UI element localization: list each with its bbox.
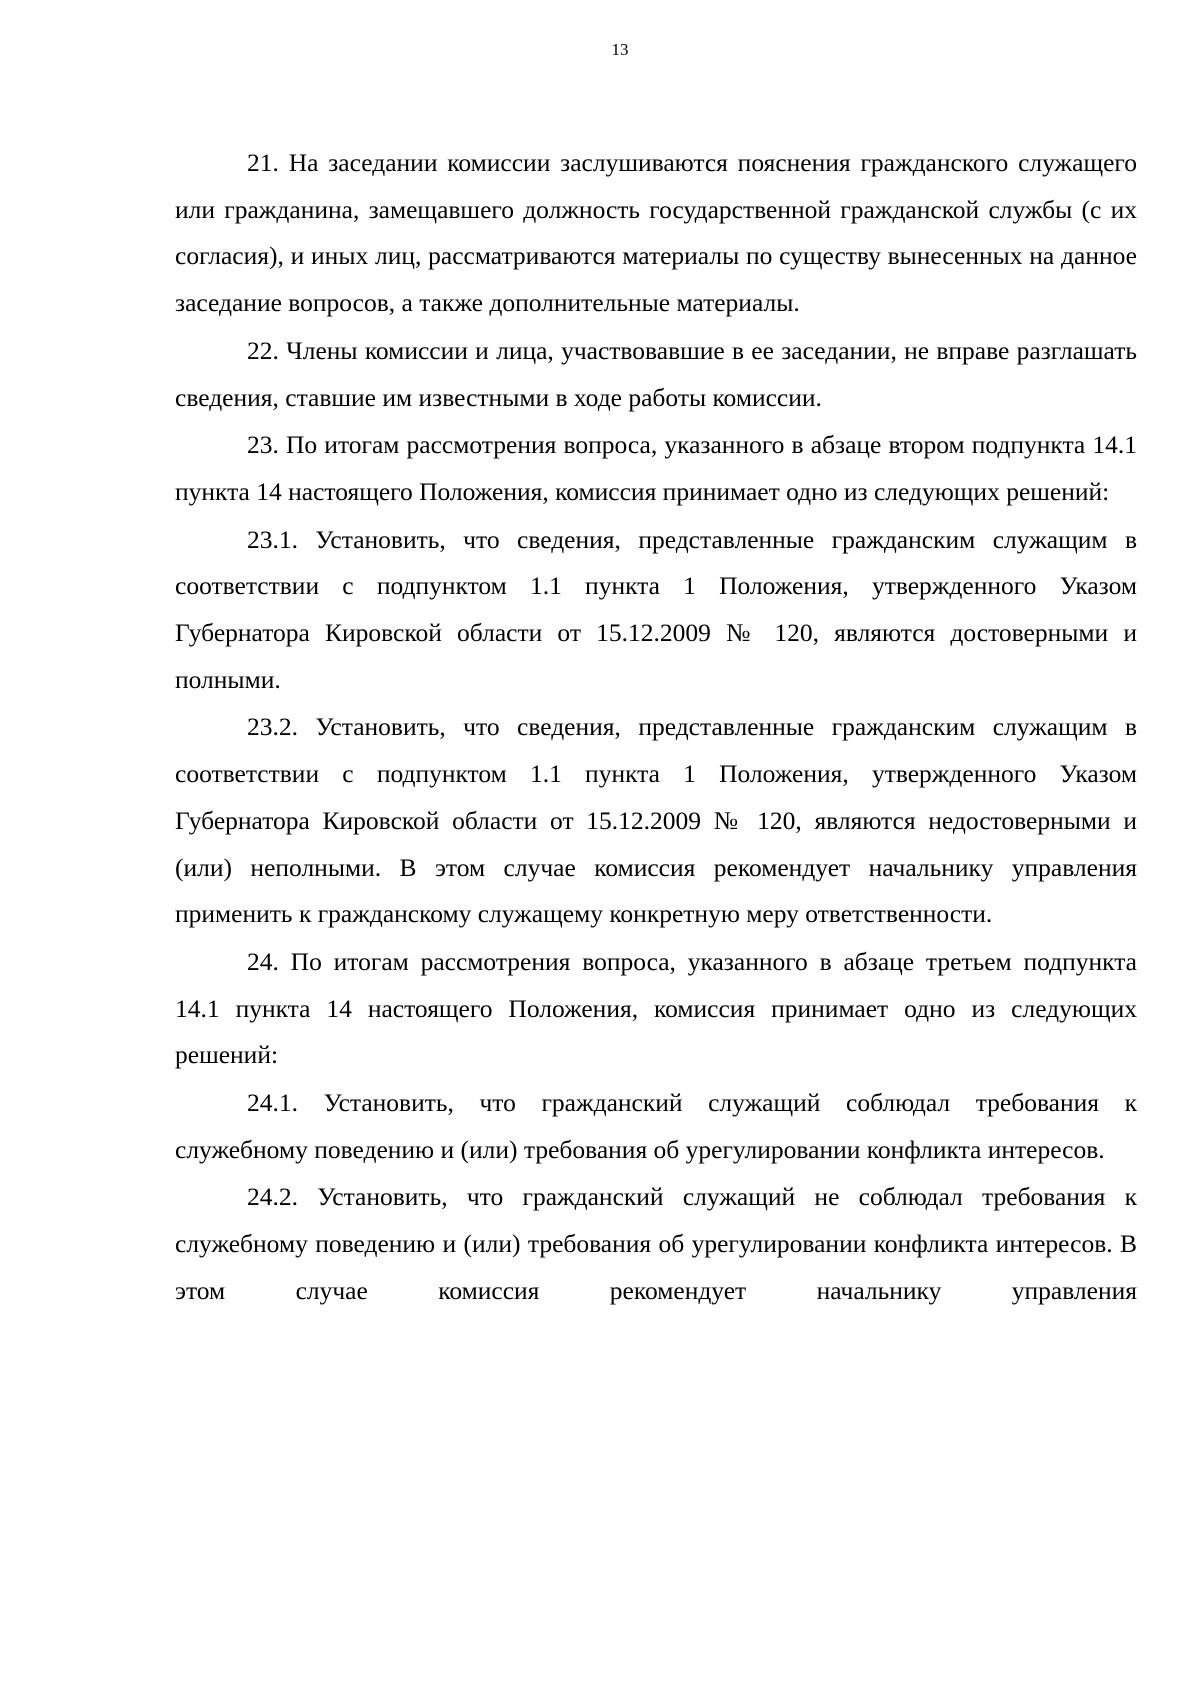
paragraph-24: 24. По итогам рассмотрения вопроса, указанного в абзаце третьем подпункта 14.1 пункта 14 настоящего Положения, комиссия принимает одно из следующих решений: (175, 946, 1137, 1070)
paragraph-24-1: 24.1. Установить, что гражданский служащий соблюдал требования к служебному поведению и (или) требования об урегулировании конфликта интересов. (175, 1088, 1137, 1164)
paragraph-22: 22. Члены комиссии и лица, участвовавшие в ее заседании, не вправе разглашать сведения, ставшие им известными в ходе работы комиссии. (175, 335, 1137, 412)
paragraph-23-2: 23.2. Установить, что сведения, представленные гражданским служащим в соответствии с подпунктом 1.1 пункта 1 Положения, утвержденного Указом Губернатора Кировской области от 15.12.2009 № 120, являются недостоверными и (или) неполными. В этом случае комиссия рекомендует начальнику управления применить к гражданскому служащему конкретную меру ответственности. (175, 712, 1137, 929)
paragraph-23-1: 23.1. Установить, что сведения, представленные гражданским служащим в соответствии с подпунктом 1.1 пункта 1 Положения, утвержденного Указом Губернатора Кировской области от 15.12.2009 № 120, являются достоверными и полными. (175, 524, 1137, 694)
paragraph-21: 21. На заседании комиссии заслушиваются пояснения гражданского служащего или гражданина, замещавшего должность государственной гражданской службы (с их согласия), и иных лиц, рассматриваются материалы по существу вынесенных на данное заседание вопросов, а также дополнительные материалы. (175, 148, 1137, 318)
page-number: 13 (611, 40, 629, 59)
paragraph-24-2: 24.2. Установить, что гражданский служащий не соблюдал требования к служебному поведению и (или) требования об урегулировании конфликта интересов. В этом случае комиссия рекомендует начальнику управления (175, 1182, 1137, 1305)
document-body (175, 140, 1137, 1315)
paragraph-23: 23. По итогам рассмотрения вопроса, указанного в абзаце втором подпункта 14.1 пункта 14 настоящего Положения, комиссия принимает одно из следующих решений: (175, 430, 1137, 506)
